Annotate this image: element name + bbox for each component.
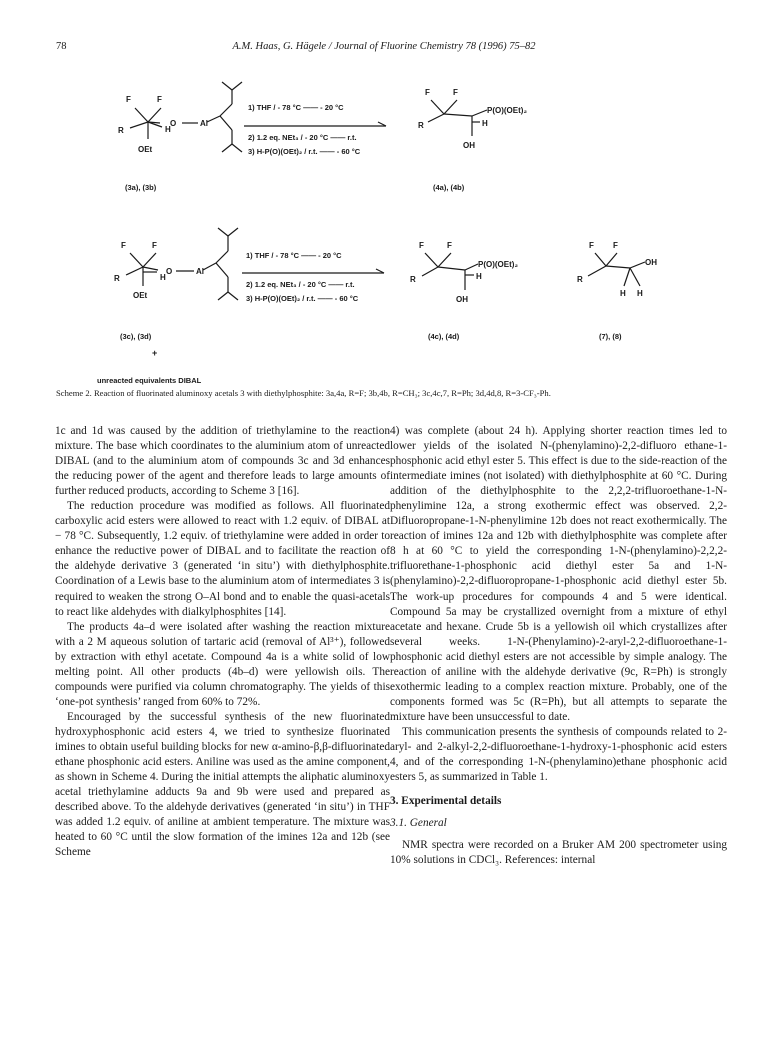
paragraph: 1c and 1d was caused by the addition of triethylamine to the reaction mixture. The base which coordinates to the aluminium atom of unreacted DIBAL (and to the aluminium atom of compounds 3c and 3d enhances the reducing power of the agent and therefore leads to large amounts of further reduced products, according to Scheme 3 [16]. [55, 425, 390, 498]
reaction-step-3: 3) H-P(O)(OEt)₂ / r.t. —— - 60 °C [246, 294, 359, 303]
atom-Al: Al [200, 119, 208, 128]
paragraph: NMR spectra were recorded on a Bruker AM 200 spectrometer using 10% solutions in CDCl₃. References: internal [390, 839, 727, 867]
reaction-step-2: 2) 1.2 eq. NEt₃ / - 20 °C —— r.t. [248, 133, 357, 142]
group-OEt: OEt [138, 145, 153, 154]
atom-R: R [118, 126, 124, 135]
compound-label-4ab: (4a), (4b) [433, 183, 465, 192]
paragraph: The reduction procedure was modified as follows. All fluorinated carboxylic acid esters were allowed to react with 1.2 equiv. of DIBAL at − 78 °C. Subsequently, 1.2 equiv. of triethylamine were added in order to enhance the reductive power of DIBAL and to facilitate the reaction of the aldehyde derivative 3 (generated ‘in situ’) with diethylphosphite. Coordination of a Lewis base to the aluminium atom of intermediates 3 is required to weaken the strong O–Al bond and to enable the quasi-acetals to react like aldehydes with dialkylphosphites [14]. [55, 500, 390, 618]
unreacted-dibal-note: unreacted equivalents DIBAL [97, 376, 202, 385]
atom-R: R [577, 275, 583, 284]
paragraph: Encouraged by the successful synthesis of the new fluorinated hydroxyphosphonic acid esters 4, we tried to synthesize fluorinated imines to obtain useful building blocks for new α-amino-β,β-difluorinated ethane phosphonic acid esters. Aniline was used as the amine component, as shown in Scheme 4. During the initial attempts the aliphatic aluminoxy acetal triethylamine adducts 9a and 9b were used and prepared as described above. To the aldehyde derivatives (generated ‘in situ’) in THF was added 1.2 equiv. of aniline at ambient temperature. The mixture was heated to 60 °C until the slow formation of the imines 12a and 12b (see Scheme [55, 710, 390, 859]
paragraph: The products 4a–d were isolated after washing the reaction mixture with a 2 M aqueous solution of tartaric acid (removal of Al³⁺), followed by extraction with ethyl acetate. Compound 4a is a white solid of low melting point. All other products (4b–d) were yellowish oils. The compounds were purified via column chromatography. The yields of this ‘one-pot synthesis’ ranged from 60% to 72%. [55, 620, 390, 708]
atom-F: F [157, 95, 162, 104]
atom-H: H [482, 119, 488, 128]
right-column [390, 424, 727, 868]
paragraph: 4) was complete (about 24 h). Applying shorter reaction times led to lower yields of the isolated N-(phenylamino)-2,2-difluoro ethane-1-phosphonic acid ethyl ester 5. This effect is due to the side-reaction of the intermediate imines (not isolated) with diethylphosphite at 60 °C. During addition of the diethylphosphite to the 2,2,2-trifluoroethane-1-N-phenylimine 12a, a strong exothermic effect was observed. 2,2-Difluoropropane-1-N-phenylimine 12b does not react exothermically. The reaction of imines 12a and 12b with diethylphosphite was complete after 8 h at 60 °C to yield the corresponding 1-N-(phenylamino)-2,2,2-trifluorethane-1-phosphonic acid diethyl ester 5a and 1-N-(phenylamino)-2,2-difluoropropane-1-phosphonic acid diethyl ester 5b. The work-up procedures for compounds 4 and 5 were identical. Compound 5a may be crystallized overnight from a mixture of ethyl acetate and hexane. Crude 5b is a yellowish oil which crystallizes after several weeks. 1-N-(Phenylamino)-2-aryl-2,2-difluoroethane-1-phosphonic acid diethyl esters are not accessible by simple analogy. The reaction of aniline with the aldehyde derivative (9c, R=Ph) is strongly exothermic leading to a complex reaction mixture. Probably, one of the components formed was 5c (R=Ph), but all attempts to separate the mixture have been unsuccessful to date. [390, 425, 727, 723]
atom-F: F [121, 241, 126, 250]
atom-F: F [453, 88, 458, 97]
atom-Al: Al [196, 267, 204, 276]
page-number: 78 [56, 41, 67, 52]
scheme-caption: Scheme 2. Reaction of fluorinated aluminoxy acetals 3 with diethylphosphite: 3a,4a, R=F; 3b,4b, R=CH₃; 3c,4c,7, R=Ph; 3d,4d,8, R=3-CF₃-Ph. [56, 388, 551, 398]
atom-F: F [613, 241, 618, 250]
section-heading: 3. Experimental details [390, 795, 502, 808]
paragraph: This communication presents the synthesis of compounds related to 2-aryl- and 2-alkyl-2,2-difluoroethane-1-hydroxy-1-phosphonic acid esters 4, and of the corresponding 1-N-(phenylamino)ethane phosphonic acid esters 5, as summarized in Table 1. [390, 725, 727, 784]
reaction-step-2: 2) 1.2 eq. NEt₃ / - 20 °C —— r.t. [246, 280, 355, 289]
page-header [40, 41, 728, 55]
left-column [55, 424, 390, 860]
reaction-scheme [0, 60, 768, 395]
group-OEt: OEt [133, 291, 148, 300]
atom-F: F [419, 241, 424, 250]
reaction-step-1: 1) THF / - 78 °C —— - 20 °C [248, 103, 344, 112]
running-head: A.M. Haas, G. Hägele / Journal of Fluorine Chemistry 78 (1996) 75–82 [232, 41, 536, 52]
atom-F: F [447, 241, 452, 250]
atom-F: F [152, 241, 157, 250]
compound-label-3ab: (3a), (3b) [125, 183, 157, 192]
atom-H: H [160, 273, 166, 282]
compound-label-78: (7), (8) [599, 332, 622, 341]
group-phosphonate: P(O)(OEt)₂ [478, 260, 518, 269]
subsection-heading: 3.1. General [390, 817, 447, 830]
atom-R: R [418, 121, 424, 130]
compound-label-4cd: (4c), (4d) [428, 332, 460, 341]
atom-H: H [165, 125, 171, 134]
atom-F: F [589, 241, 594, 250]
group-OH: OH [456, 295, 468, 304]
atom-R: R [114, 274, 120, 283]
atom-F: F [425, 88, 430, 97]
group-OH: OH [463, 141, 475, 150]
atom-H: H [476, 272, 482, 281]
group-phosphonate: P(O)(OEt)₂ [487, 106, 527, 115]
atom-F: F [126, 95, 131, 104]
atom-O: O [170, 119, 177, 128]
atom-R: R [410, 275, 416, 284]
reaction-step-1: 1) THF / - 78 °C —— - 20 °C [246, 251, 342, 260]
reaction-step-3: 3) H-P(O)(OEt)₂ / r.t. —— - 60 °C [248, 147, 361, 156]
atom-H: H [637, 289, 643, 298]
atom-H: H [620, 289, 626, 298]
atom-O: O [166, 267, 173, 276]
group-OH: OH [645, 258, 657, 267]
plus-sign: + [152, 348, 158, 358]
compound-label-3cd: (3c), (3d) [120, 332, 152, 341]
